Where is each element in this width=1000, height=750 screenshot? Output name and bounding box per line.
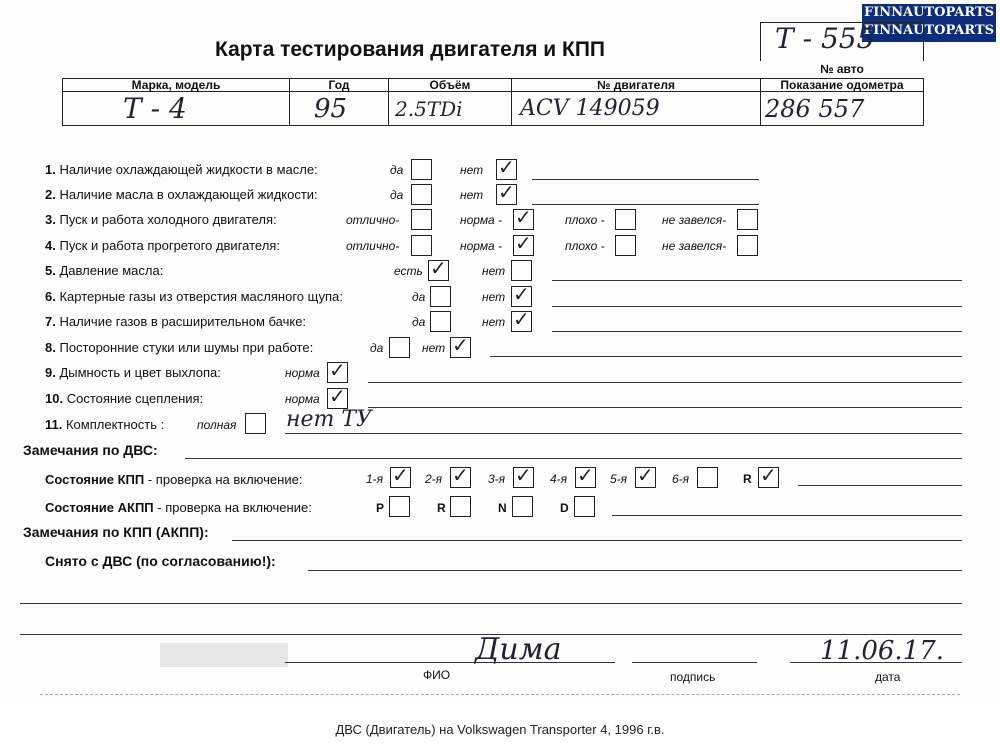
kpp-label: [45, 472, 302, 487]
kpp-remarks-line: [232, 540, 962, 541]
akpp-d-label: D: [560, 501, 569, 515]
col-year: Год: [290, 79, 389, 92]
kpp-note-line: [798, 485, 962, 486]
check-mark-icon: ✓: [498, 180, 515, 204]
check-mark-icon: ✓: [392, 463, 409, 487]
check-mark-icon: ✓: [515, 231, 532, 255]
kpp-remarks-label: Замечания по КПП (АКПП):: [23, 524, 209, 540]
item-1-yes-checkbox[interactable]: [411, 159, 432, 180]
item-text: Наличие охлаждающей жидкости в масле:: [59, 162, 318, 177]
item-text: Комплектность :: [65, 417, 165, 432]
item-number: 1.: [45, 162, 56, 177]
opt-no-label: нет: [482, 264, 506, 278]
auto-number-label: № авто: [820, 62, 864, 76]
item-6: [45, 289, 343, 304]
akpp-label-bold: Состояние АКПП: [45, 500, 154, 515]
item-8-yes-checkbox[interactable]: [389, 337, 410, 358]
check-mark-icon: ✓: [498, 155, 515, 179]
sign-label: подпись: [670, 670, 716, 684]
item-number: 4.: [45, 238, 56, 253]
item-number: 2.: [45, 187, 56, 202]
opt-normal-label: норма -: [460, 213, 503, 227]
akpp-r-label: R: [437, 501, 446, 515]
note-line: [285, 433, 962, 434]
item-9: [45, 365, 221, 380]
fio-line: [285, 662, 615, 663]
opt-yes-label: да: [390, 188, 404, 202]
item-2: [45, 187, 318, 202]
opt-no-label: нет: [482, 315, 506, 329]
opt-no-label: нет: [482, 290, 506, 304]
engine-remarks-label: Замечания по ДВС:: [23, 442, 158, 458]
item-number: 5.: [45, 263, 56, 278]
note-line: [552, 280, 962, 281]
opt-bad-label: плохо -: [565, 239, 605, 253]
opt-not-started-label: не завелся-: [662, 213, 727, 227]
logo-line-1: FINNAUTOPARTS: [863, 5, 995, 20]
page-title: Карта тестирования двигателя и КПП: [215, 38, 606, 61]
item-10: [45, 391, 203, 406]
check-mark-icon: ✓: [637, 463, 654, 487]
check-mark-icon: ✓: [329, 384, 346, 408]
opt-yes-label: да: [370, 341, 384, 355]
note-line: [552, 331, 962, 332]
gear-6-label: 6-я: [672, 472, 690, 486]
item-text: Состояние сцепления:: [66, 391, 204, 406]
akpp-label: [45, 500, 312, 515]
opt-yes-label: да: [390, 163, 404, 177]
opt-complete-label: полная: [197, 418, 237, 432]
item-4-excellent-checkbox[interactable]: [411, 235, 432, 256]
check-mark-icon: ✓: [760, 463, 777, 487]
note-line: [552, 306, 962, 307]
item-text: Давление масла:: [59, 263, 164, 278]
item-11-handwritten-note: нет ТУ: [286, 407, 372, 432]
value-engine-no: ACV 149059: [512, 92, 761, 126]
kpp-label-bold: Состояние КПП: [45, 472, 145, 487]
opt-no-label: нет: [422, 341, 446, 355]
check-mark-icon: ✓: [452, 463, 469, 487]
engine-remarks-line: [185, 458, 962, 459]
akpp-d-checkbox[interactable]: [574, 496, 595, 517]
item-4-bad-checkbox[interactable]: [615, 235, 636, 256]
item-number: 3.: [45, 212, 56, 227]
col-engine-no: № двигателя: [512, 79, 761, 92]
item-8: [45, 340, 313, 355]
item-5-no-checkbox[interactable]: [511, 260, 532, 281]
opt-bad-label: плохо -: [565, 213, 605, 227]
value-year: 95: [290, 92, 389, 126]
item-number: 9.: [45, 365, 56, 380]
value-volume: 2.5TDi: [389, 92, 512, 126]
note-line: [490, 356, 962, 357]
note-line: [368, 407, 962, 408]
gear-3-label: 3-я: [488, 472, 506, 486]
item-number: 10.: [45, 391, 64, 406]
tested-label-shade: [160, 643, 288, 667]
item-7: [45, 314, 306, 329]
image-caption: ДВС (Двигатель) на Volkswagen Transporter 4, 1996 г.в.: [335, 722, 665, 737]
akpp-r-checkbox[interactable]: [450, 496, 471, 517]
date-value: 11.06.17.: [820, 636, 945, 666]
fio-label: ФИО: [423, 668, 451, 682]
kpp-label-rest: - проверка на включение:: [144, 472, 303, 487]
opt-no-label: нет: [460, 188, 484, 202]
item-6-yes-checkbox[interactable]: [430, 286, 451, 307]
item-text: Пуск и работа прогретого двигателя:: [59, 238, 280, 253]
check-mark-icon: ✓: [515, 205, 532, 229]
check-mark-icon: ✓: [329, 358, 346, 382]
check-mark-icon: ✓: [513, 307, 530, 331]
opt-excellent-label: отлично-: [346, 213, 400, 227]
col-volume: Объём: [389, 79, 512, 92]
item-text: Дымность и цвет выхлопа:: [59, 365, 221, 380]
gear-6-checkbox[interactable]: [697, 467, 718, 488]
col-model: Марка, модель: [63, 79, 290, 92]
note-line: [532, 204, 759, 205]
item-text: Посторонние стуки или шумы при работе:: [59, 340, 314, 355]
item-11-complete-checkbox[interactable]: [245, 413, 266, 434]
item-number: 11.: [45, 417, 63, 432]
check-mark-icon: ✓: [513, 282, 530, 306]
akpp-p-label: P: [376, 501, 385, 515]
signature: Дима: [475, 632, 562, 667]
item-11: [45, 417, 164, 432]
gear-1-label: 1-я: [366, 472, 384, 486]
value-odometer: 286 557: [761, 92, 924, 126]
opt-normal-label: норма -: [460, 239, 503, 253]
item-4: [45, 238, 280, 253]
item-3-bad-checkbox[interactable]: [615, 209, 636, 230]
akpp-label-rest: - проверка на включение:: [153, 500, 312, 515]
item-number: 8.: [45, 340, 56, 355]
logo-line-2: FINNAUTOPARTS: [863, 23, 995, 38]
removed-line-2: [20, 603, 962, 604]
gear-2-label: 2-я: [425, 472, 443, 486]
item-text: Картерные газы из отверстия масляного щупа:: [59, 289, 343, 304]
opt-yes-label: да: [412, 290, 426, 304]
item-3: [45, 212, 277, 227]
sign-line: [632, 662, 757, 663]
removed-label: Снято с ДВС (по согласованию!):: [45, 553, 276, 569]
opt-yes-label: да: [412, 315, 426, 329]
check-mark-icon: ✓: [430, 256, 447, 280]
opt-not-started-label: не завелся-: [662, 239, 727, 253]
opt-no-label: нет: [460, 163, 484, 177]
item-number: 7.: [45, 314, 56, 329]
check-mark-icon: ✓: [515, 463, 532, 487]
date-label: дата: [875, 670, 901, 684]
item-text: Наличие газов в расширительном бачке:: [59, 314, 307, 329]
item-2-yes-checkbox[interactable]: [411, 184, 432, 205]
note-line: [532, 179, 759, 180]
check-mark-icon: ✓: [452, 333, 469, 357]
opt-excellent-label: отлично-: [346, 239, 400, 253]
item-5: [45, 263, 163, 278]
akpp-note-line: [612, 515, 962, 516]
auto-number-value: Т - 555: [775, 22, 875, 55]
note-line: [368, 382, 962, 383]
item-1: [45, 162, 318, 177]
check-mark-icon: ✓: [577, 463, 594, 487]
gear-4-label: 4-я: [550, 472, 568, 486]
gear-r-label: R: [743, 472, 752, 486]
item-number: 6.: [45, 289, 56, 304]
item-text: Наличие масла в охлаждающей жидкости:: [59, 187, 318, 202]
item-text: Пуск и работа холодного двигателя:: [59, 212, 277, 227]
akpp-p-checkbox[interactable]: [389, 496, 410, 517]
removed-line-1: [308, 570, 962, 571]
scan-edge: [40, 694, 960, 695]
opt-present-label: есть: [394, 264, 423, 278]
header-table: [62, 78, 924, 126]
item-7-yes-checkbox[interactable]: [430, 311, 451, 332]
opt-normal-label: норма: [285, 392, 320, 406]
opt-normal-label: норма: [285, 366, 320, 380]
value-model: Т - 4: [63, 92, 290, 126]
akpp-n-checkbox[interactable]: [512, 496, 533, 517]
akpp-n-label: N: [498, 501, 507, 515]
col-odometer: Показание одометра: [761, 79, 924, 92]
item-4-not-started-checkbox[interactable]: [737, 235, 758, 256]
item-3-not-started-checkbox[interactable]: [737, 209, 758, 230]
gear-5-label: 5-я: [610, 472, 628, 486]
item-3-excellent-checkbox[interactable]: [411, 209, 432, 230]
